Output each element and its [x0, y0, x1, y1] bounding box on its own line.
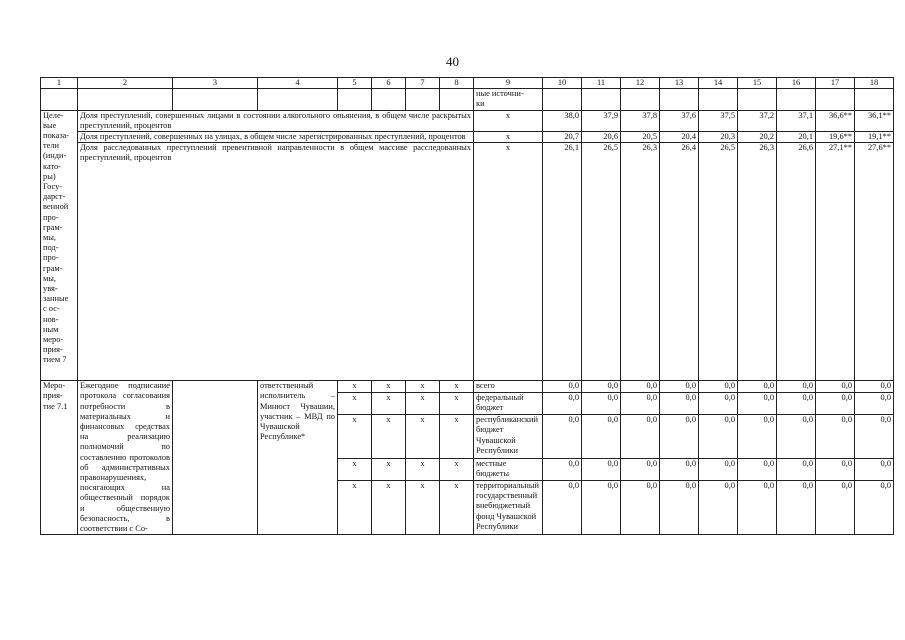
empty-cell: [621, 89, 660, 110]
indicator-value: 36,6**: [816, 110, 855, 131]
finance-value: 0,0: [855, 381, 894, 393]
source-continuation-cell: ные источни- ки: [474, 89, 543, 110]
indicator-value: 37,9: [582, 110, 621, 131]
column-number: 6: [372, 78, 406, 89]
continuation-row: [41, 89, 894, 110]
finance-value: 0,0: [621, 481, 660, 535]
finance-value: 0,0: [816, 381, 855, 393]
finance-value: 0,0: [543, 481, 582, 535]
column-number: 3: [173, 78, 258, 89]
finance-source: территориальный государственный внебюджетный фонд Чувашской Республики: [474, 481, 543, 535]
indicator-value: 19,6**: [816, 132, 855, 143]
finance-value: 0,0: [660, 381, 699, 393]
empty-cell: [406, 89, 440, 110]
indicator-value: 36,1**: [855, 110, 894, 131]
indicator-value: 26,5: [582, 143, 621, 381]
finance-value: 0,0: [543, 415, 582, 459]
indicator-value: 38,0: [543, 110, 582, 131]
empty-cell: [173, 89, 258, 110]
finance-value: 0,0: [582, 415, 621, 459]
indicator-value: 37,8: [621, 110, 660, 131]
column-number: 2: [78, 78, 173, 89]
finance-value: 0,0: [855, 481, 894, 535]
indicator-row: [41, 132, 894, 143]
page-number: 40: [446, 54, 459, 69]
empty-cell: [777, 89, 816, 110]
indicator-value: 26,5: [699, 143, 738, 381]
code-mark: x: [440, 392, 474, 414]
empty-cell: [338, 89, 372, 110]
indicator-value: 26,4: [660, 143, 699, 381]
measure-name: Ежегодное подписание протокола согласования потребности в материальных и финансовых средствах на реализацию полномочий по составлению протоколов об административных правонарушениях, посягающих на общественный порядок и общественную безопасность, в соответствии с Со-: [78, 381, 173, 535]
indicator-value: 37,1: [777, 110, 816, 131]
finance-value: 0,0: [738, 481, 777, 535]
empty-cell: [660, 89, 699, 110]
finance-value: 0,0: [816, 392, 855, 414]
finance-value: 0,0: [699, 415, 738, 459]
source-mark: x: [474, 132, 543, 143]
empty-cell: [372, 89, 406, 110]
finance-value: 0,0: [699, 481, 738, 535]
code-mark: x: [440, 415, 474, 459]
finance-value: 0,0: [699, 392, 738, 414]
finance-value: 0,0: [621, 392, 660, 414]
indicator-name: Доля расследованных преступлений превентивной направленности в общем массиве расследованных преступлений, процентов: [78, 143, 474, 381]
column-number: 9: [474, 78, 543, 89]
indicator-value: 20,6: [582, 132, 621, 143]
finance-value: 0,0: [777, 458, 816, 480]
indicator-value: 20,2: [738, 132, 777, 143]
code-mark: x: [372, 381, 406, 393]
measure-finance-row: [41, 381, 894, 393]
finance-value: 0,0: [855, 392, 894, 414]
finance-value: 0,0: [582, 458, 621, 480]
code-mark: x: [406, 481, 440, 535]
indicator-value: 26,3: [621, 143, 660, 381]
indicator-value: 19,1**: [855, 132, 894, 143]
code-mark: x: [406, 415, 440, 459]
indicator-value: 26,1: [543, 143, 582, 381]
finance-value: 0,0: [699, 458, 738, 480]
finance-value: 0,0: [543, 458, 582, 480]
empty-cell: [173, 381, 258, 535]
indicators-group-label: Целе- вые показа- тели (инди- като- ры) Госу- дарст- венной про- грам- мы, под- про- грам- мы, увя- занные с ос- нов- ным меро- прия- тием 7: [41, 110, 78, 381]
finance-value: 0,0: [582, 392, 621, 414]
code-mark: x: [406, 458, 440, 480]
code-mark: x: [406, 381, 440, 393]
table-body: [41, 78, 894, 535]
code-mark: x: [372, 415, 406, 459]
finance-value: 0,0: [777, 381, 816, 393]
column-number: 15: [738, 78, 777, 89]
source-mark: x: [474, 143, 543, 381]
indicator-name: Доля преступлений, совершенных на улицах, в общем числе зарегистрированных преступлений, процентов: [78, 132, 474, 143]
indicator-value: 20,7: [543, 132, 582, 143]
finance-value: 0,0: [738, 392, 777, 414]
code-mark: x: [338, 381, 372, 393]
finance-source: федеральный бюджет: [474, 392, 543, 414]
finance-source: республиканский бюджет Чувашской Республики: [474, 415, 543, 459]
finance-value: 0,0: [738, 381, 777, 393]
column-number: 11: [582, 78, 621, 89]
source-mark: x: [474, 110, 543, 131]
indicator-value: 37,5: [699, 110, 738, 131]
empty-cell: [543, 89, 582, 110]
code-mark: x: [338, 415, 372, 459]
finance-value: 0,0: [816, 481, 855, 535]
code-mark: x: [338, 392, 372, 414]
finance-value: 0,0: [582, 481, 621, 535]
column-number: 4: [258, 78, 338, 89]
code-mark: x: [406, 392, 440, 414]
indicator-value: 26,6: [777, 143, 816, 381]
empty-cell: [699, 89, 738, 110]
column-number: 17: [816, 78, 855, 89]
measure-label: Меро- прия- тие 7.1: [41, 381, 78, 535]
column-number-row: [41, 78, 894, 89]
indicator-name: Доля преступлений, совершенных лицами в состоянии алкогольного опьянения, в общем числе раскрытых преступлений, процентов: [78, 110, 474, 131]
column-number: 8: [440, 78, 474, 89]
indicator-value: 37,6: [660, 110, 699, 131]
finance-value: 0,0: [738, 415, 777, 459]
finance-value: 0,0: [855, 458, 894, 480]
column-number: 1: [41, 78, 78, 89]
finance-value: 0,0: [660, 458, 699, 480]
empty-cell: [41, 89, 78, 110]
code-mark: x: [372, 392, 406, 414]
indicator-value: 27,1**: [816, 143, 855, 381]
finance-value: 0,0: [777, 481, 816, 535]
empty-cell: [582, 89, 621, 110]
finance-value: 0,0: [660, 415, 699, 459]
indicator-row: [41, 143, 894, 381]
empty-cell: [258, 89, 338, 110]
indicator-value: 27,6**: [855, 143, 894, 381]
code-mark: x: [338, 481, 372, 535]
empty-cell: [440, 89, 474, 110]
code-mark: x: [372, 481, 406, 535]
indicator-value: 37,2: [738, 110, 777, 131]
column-number: 13: [660, 78, 699, 89]
indicator-value: 20,1: [777, 132, 816, 143]
indicator-value: 20,4: [660, 132, 699, 143]
finance-value: 0,0: [777, 415, 816, 459]
code-mark: x: [440, 381, 474, 393]
indicator-value: 20,3: [699, 132, 738, 143]
finance-value: 0,0: [777, 392, 816, 414]
empty-cell: [855, 89, 894, 110]
column-number: 10: [543, 78, 582, 89]
finance-value: 0,0: [816, 415, 855, 459]
finance-value: 0,0: [621, 415, 660, 459]
finance-value: 0,0: [621, 458, 660, 480]
finance-source: местные бюджеты: [474, 458, 543, 480]
finance-value: 0,0: [660, 481, 699, 535]
finance-value: 0,0: [543, 392, 582, 414]
finance-value: 0,0: [816, 458, 855, 480]
finance-value: 0,0: [660, 392, 699, 414]
empty-cell: [738, 89, 777, 110]
column-number: 12: [621, 78, 660, 89]
measure-executor: ответственный исполнитель – Минюст Чувашии, участник – МВД по Чувашской Республике*: [258, 381, 338, 535]
finance-value: 0,0: [855, 415, 894, 459]
empty-cell: [78, 89, 173, 110]
code-mark: x: [440, 481, 474, 535]
column-number: 14: [699, 78, 738, 89]
finance-source: всего: [474, 381, 543, 393]
column-number: 7: [406, 78, 440, 89]
finance-value: 0,0: [621, 381, 660, 393]
column-number: 5: [338, 78, 372, 89]
code-mark: x: [440, 458, 474, 480]
indicator-row: [41, 110, 894, 131]
column-number: 16: [777, 78, 816, 89]
empty-cell: [816, 89, 855, 110]
code-mark: x: [372, 458, 406, 480]
code-mark: x: [338, 458, 372, 480]
indicator-value: 26,3: [738, 143, 777, 381]
finance-value: 0,0: [582, 381, 621, 393]
column-number: 18: [855, 78, 894, 89]
program-table: [40, 77, 894, 535]
finance-value: 0,0: [543, 381, 582, 393]
finance-value: 0,0: [699, 381, 738, 393]
indicator-value: 20,5: [621, 132, 660, 143]
finance-value: 0,0: [738, 458, 777, 480]
